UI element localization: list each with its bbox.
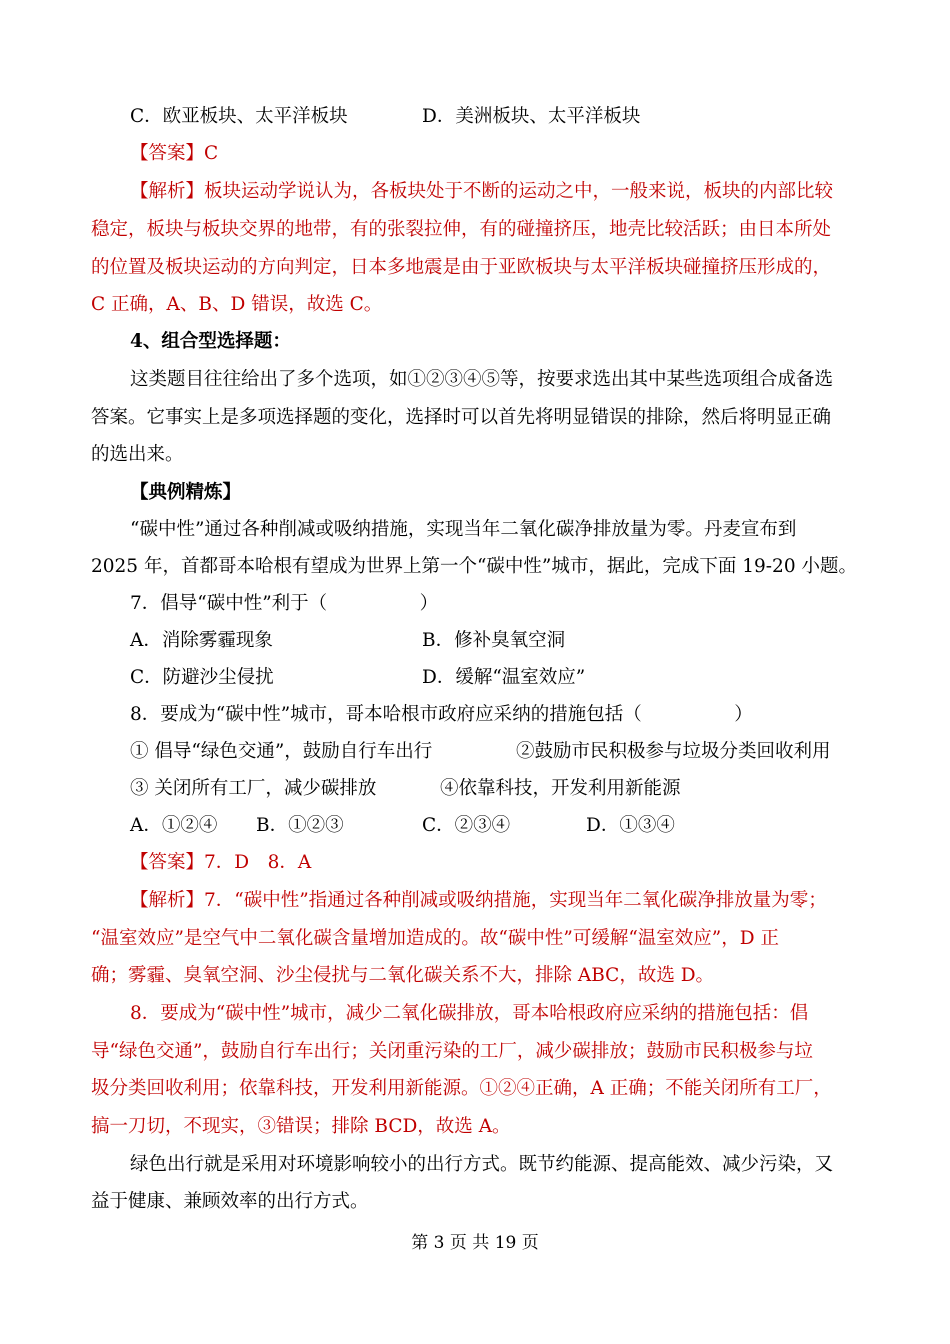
answer-label: 【答案】7．D 8．A <box>130 852 312 873</box>
analysis-line: C 正确，A、B、D 错误，故选 C。 <box>91 294 383 315</box>
q8-statement-1: ① 倡导“绿色交通”，鼓励自行车出行 <box>130 741 433 762</box>
section-heading: 4、组合型选择题： <box>130 331 291 352</box>
analysis-line: 的位置及板块运动的方向判定，日本多地震是由于亚欧板块与太平洋板块碰撞挤压形成的， <box>91 257 832 278</box>
q8-option-a: A．①②④ <box>130 815 218 836</box>
question-stem: 8．要成为“碳中性”城市，哥本哈根市政府应采纳的措施包括（ ） <box>130 704 753 725</box>
analysis-line: 导“绿色交通”，鼓励自行车出行；关闭重污染的工厂，减少碳排放；鼓励市民积极参与垃 <box>91 1041 813 1062</box>
body-line: 这类题目往往给出了多个选项，如①②③④⑤等，按要求选出其中某些选项组合成备选 <box>130 369 834 390</box>
closing-line: 绿色出行就是采用对环境影响较小的出行方式。既节约能源、提高能效、减少污染，又 <box>130 1154 834 1175</box>
option-d: D．美洲板块、太平洋板块 <box>422 106 641 127</box>
analysis-line: 圾分类回收利用；依靠科技，开发利用新能源。①②④正确，A 正确；不能关闭所有工厂， <box>91 1078 832 1099</box>
q8-option-b: B．①②③ <box>256 815 344 836</box>
analysis-line: 8．要成为“碳中性”城市，减少二氧化碳排放，哥本哈根政府应采纳的措施包括：倡 <box>130 1003 809 1024</box>
question-stem: 7．倡导“碳中性”利于（ ） <box>130 593 439 614</box>
answer-label: 【答案】C <box>130 143 219 164</box>
option-c: C．欧亚板块、太平洋板块 <box>130 106 348 127</box>
q8-statement-3: ③ 关闭所有工厂，减少碳排放 <box>130 778 377 799</box>
analysis-line: 稳定，板块与板块交界的地带，有的张裂拉伸，有的碰撞挤压，地壳比较活跃；由日本所处 <box>91 219 832 240</box>
analysis-line: 搞一刀切，不现实，③错误；排除 BCD，故选 A。 <box>91 1116 511 1137</box>
intro-line: “碳中性”通过各种削减或吸纳措施，实现当年二氧化碳净排放量为零。丹麦宣布到 <box>130 519 797 540</box>
q8-statement-4: ④依靠科技，开发利用新能源 <box>440 778 681 799</box>
analysis-line: “温室效应”是空气中二氧化碳含量增加造成的。故“碳中性”可缓解“温室效应”，D 正 <box>91 928 779 949</box>
analysis-line: 确；雾霾、臭氧空洞、沙尘侵扰与二氧化碳关系不大，排除 ABC，故选 D。 <box>91 965 715 986</box>
analysis-line: 【解析】板块运动学说认为，各板块处于不断的运动之中，一般来说，板块的内部比较 <box>130 181 834 202</box>
q8-option-d: D．①③④ <box>586 815 675 836</box>
body-line: 答案。它事实上是多项选择题的变化，选择时可以首先将明显错误的排除，然后将明显正确 <box>91 407 832 428</box>
closing-line: 益于健康、兼顾效率的出行方式。 <box>91 1191 369 1212</box>
page-footer: 第 3 页 共 19 页 <box>411 1233 539 1253</box>
q7-option-b: B．修补臭氧空洞 <box>422 630 566 651</box>
body-line: 的选出来。 <box>91 444 184 465</box>
q7-option-c: C．防避沙尘侵扰 <box>130 667 274 688</box>
q7-option-d: D．缓解“温室效应” <box>422 667 586 688</box>
analysis-line: 【解析】7．“碳中性”指通过各种削减或吸纳措施，实现当年二氧化碳净排放量为零； <box>130 890 827 911</box>
intro-line: 2025 年，首都哥本哈根有望成为世界上第一个“碳中性”城市，据此，完成下面 19-20 小题。 <box>91 556 857 577</box>
example-heading: 【典例精炼】 <box>130 482 242 503</box>
q7-option-a: A．消除雾霾现象 <box>130 630 273 651</box>
q8-statement-2: ②鼓励市民积极参与垃圾分类回收利用 <box>516 741 831 762</box>
q8-option-c: C．②③④ <box>422 815 511 836</box>
